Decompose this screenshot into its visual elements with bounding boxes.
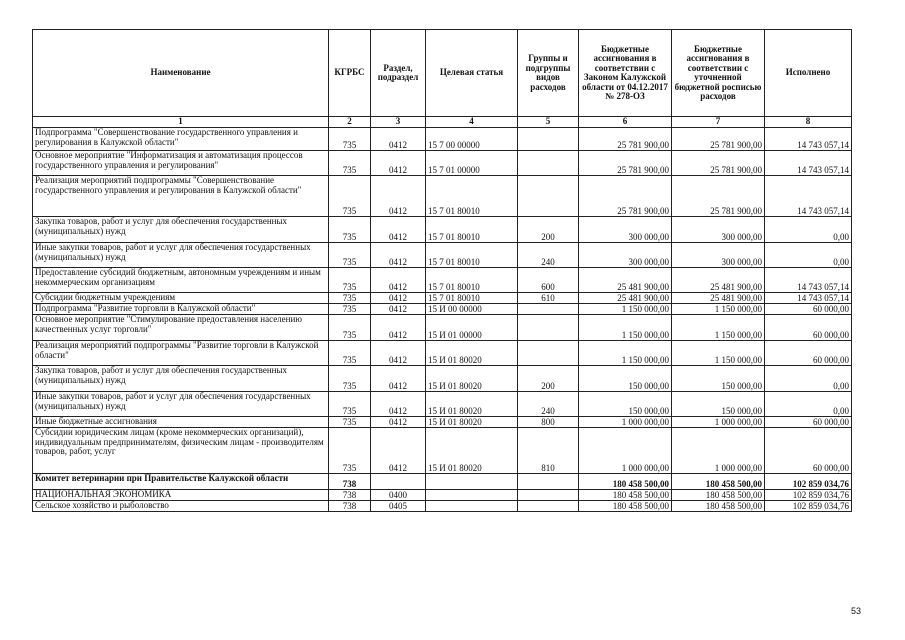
cell-done: 102 859 034,76 (765, 474, 852, 490)
cell-name: Подпрограмма "Развитие торговли в Калужской области" (33, 304, 329, 315)
cell-done: 60 000,00 (765, 304, 852, 315)
cell-name: Предоставление субсидий бюджетным, автономным учреждениям и иным некоммерческим организациям (33, 268, 329, 293)
cell-name: Основное мероприятие "Стимулирование предоставления населению качественных услуг торговли" (33, 315, 329, 341)
cell-done: 14 743 057,14 (765, 268, 852, 293)
cell-kgrbs: 735 (329, 315, 371, 341)
cell-name: Закупка товаров, работ и услуг для обеспечения государственных (муниципальных) нужд (33, 366, 329, 392)
cell-done: 14 743 057,14 (765, 128, 852, 151)
table-row (33, 501, 852, 512)
cell-law: 25 481 900,00 (579, 268, 672, 293)
table-row (33, 474, 852, 490)
cell-kgrbs: 735 (329, 428, 371, 474)
header-name: Наименование (33, 30, 329, 117)
cell-section (371, 474, 426, 490)
cell-section: 0412 (371, 176, 426, 217)
cell-law: 25 781 900,00 (579, 151, 672, 176)
cell-plan: 25 781 900,00 (672, 151, 765, 176)
cell-section: 0412 (371, 128, 426, 151)
cell-section: 0412 (371, 417, 426, 428)
cell-plan: 25 481 900,00 (672, 268, 765, 293)
cell-target: 15 7 01 80010 (426, 268, 518, 293)
header-done: Исполнено (765, 30, 852, 117)
cell-group (518, 176, 579, 217)
table-row (33, 490, 852, 501)
cell-law: 1 150 000,00 (579, 304, 672, 315)
header-law: Бюджетные ассигнования в соответствии с Законом Калужской области от 04.12.2017 № 278-ОЗ (579, 30, 672, 117)
cell-target: 15 7 01 80010 (426, 217, 518, 243)
table-row (33, 417, 852, 428)
column-number: 1 (33, 117, 329, 128)
cell-target: 15 7 01 80010 (426, 293, 518, 304)
cell-plan: 1 150 000,00 (672, 315, 765, 341)
cell-group (518, 501, 579, 512)
cell-done: 14 743 057,14 (765, 176, 852, 217)
cell-section: 0400 (371, 490, 426, 501)
cell-section: 0412 (371, 293, 426, 304)
cell-law: 25 481 900,00 (579, 293, 672, 304)
cell-law: 25 781 900,00 (579, 176, 672, 217)
cell-law: 25 781 900,00 (579, 128, 672, 151)
cell-law: 1 000 000,00 (579, 417, 672, 428)
cell-done: 102 859 034,76 (765, 501, 852, 512)
cell-law: 150 000,00 (579, 392, 672, 417)
column-number: 6 (579, 117, 672, 128)
cell-plan: 300 000,00 (672, 217, 765, 243)
cell-target (426, 501, 518, 512)
cell-kgrbs: 735 (329, 176, 371, 217)
table-row (33, 315, 852, 341)
cell-section: 0412 (371, 428, 426, 474)
cell-kgrbs: 735 (329, 366, 371, 392)
cell-name: Закупка товаров, работ и услуг для обеспечения государственных (муниципальных) нужд (33, 217, 329, 243)
cell-kgrbs: 738 (329, 474, 371, 490)
column-number: 8 (765, 117, 852, 128)
cell-done: 60 000,00 (765, 341, 852, 366)
cell-law: 180 458 500,00 (579, 474, 672, 490)
cell-name: Подпрограмма "Совершенствование государственного управления и регулирования в Калужской области" (33, 128, 329, 151)
cell-kgrbs: 738 (329, 501, 371, 512)
cell-done: 0,00 (765, 243, 852, 268)
table-row (33, 304, 852, 315)
cell-done: 0,00 (765, 366, 852, 392)
cell-law: 300 000,00 (579, 217, 672, 243)
cell-group (518, 304, 579, 315)
cell-section: 0405 (371, 501, 426, 512)
table-row (33, 392, 852, 417)
cell-group: 200 (518, 366, 579, 392)
cell-done: 0,00 (765, 392, 852, 417)
cell-group (518, 474, 579, 490)
page-number: 53 (850, 606, 861, 616)
cell-group: 240 (518, 243, 579, 268)
cell-target: 15 7 00 00000 (426, 128, 518, 151)
cell-name: Комитет ветеринарии при Правительстве Калужской области (33, 474, 329, 490)
cell-plan: 25 781 900,00 (672, 176, 765, 217)
table-row (33, 366, 852, 392)
cell-kgrbs: 735 (329, 151, 371, 176)
cell-section: 0412 (371, 217, 426, 243)
cell-group: 240 (518, 392, 579, 417)
column-number: 4 (426, 117, 518, 128)
cell-kgrbs: 735 (329, 217, 371, 243)
cell-group: 810 (518, 428, 579, 474)
cell-name: Иные закупки товаров, работ и услуг для обеспечения государственных (муниципальных) нужд (33, 392, 329, 417)
column-number: 2 (329, 117, 371, 128)
cell-name: Сельское хозяйство и рыболовство (33, 501, 329, 512)
cell-law: 180 458 500,00 (579, 501, 672, 512)
column-number: 5 (518, 117, 579, 128)
header-group: Группы и подгруппы видов расходов (518, 30, 579, 117)
cell-target: 15 И 01 80020 (426, 417, 518, 428)
table-row (33, 293, 852, 304)
cell-target: 15 И 01 80020 (426, 428, 518, 474)
cell-done: 14 743 057,14 (765, 151, 852, 176)
cell-section: 0412 (371, 341, 426, 366)
table-row (33, 151, 852, 176)
cell-section: 0412 (371, 268, 426, 293)
column-number: 7 (672, 117, 765, 128)
cell-group (518, 151, 579, 176)
cell-name: Основное мероприятие "Информатизация и автоматизация процессов государственного управления и регулирования" (33, 151, 329, 176)
cell-section: 0412 (371, 243, 426, 268)
cell-name: Субсидии юридическим лицам (кроме некоммерческих организаций), индивидуальным предпринимателям, физическим лицам - производителям товаров, работ, услуг (33, 428, 329, 474)
cell-group: 610 (518, 293, 579, 304)
cell-group (518, 128, 579, 151)
cell-plan: 180 458 500,00 (672, 490, 765, 501)
cell-target: 15 7 01 80010 (426, 176, 518, 217)
cell-target (426, 490, 518, 501)
cell-name: Субсидии бюджетным учреждениям (33, 293, 329, 304)
column-number-row (33, 117, 852, 128)
cell-plan: 180 458 500,00 (672, 474, 765, 490)
cell-section: 0412 (371, 151, 426, 176)
cell-plan: 1 000 000,00 (672, 417, 765, 428)
cell-name: Иные бюджетные ассигнования (33, 417, 329, 428)
cell-kgrbs: 735 (329, 128, 371, 151)
cell-target: 15 И 01 00000 (426, 315, 518, 341)
header-target: Целевая статья (426, 30, 518, 117)
cell-plan: 25 481 900,00 (672, 293, 765, 304)
cell-kgrbs: 735 (329, 268, 371, 293)
cell-done: 60 000,00 (765, 417, 852, 428)
table-row (33, 268, 852, 293)
cell-plan: 300 000,00 (672, 243, 765, 268)
cell-law: 150 000,00 (579, 366, 672, 392)
cell-plan: 150 000,00 (672, 366, 765, 392)
cell-law: 180 458 500,00 (579, 490, 672, 501)
cell-section: 0412 (371, 366, 426, 392)
cell-group (518, 341, 579, 366)
table-row (33, 217, 852, 243)
cell-name: Иные закупки товаров, работ и услуг для обеспечения государственных (муниципальных) нужд (33, 243, 329, 268)
header-plan: Бюджетные ассигнования в соответствии с уточненной бюджетной росписью расходов (672, 30, 765, 117)
cell-kgrbs: 735 (329, 293, 371, 304)
budget-table (32, 29, 852, 512)
cell-kgrbs: 735 (329, 341, 371, 366)
cell-target: 15 И 00 00000 (426, 304, 518, 315)
cell-group: 600 (518, 268, 579, 293)
cell-kgrbs: 735 (329, 243, 371, 268)
cell-kgrbs: 735 (329, 417, 371, 428)
cell-done: 14 743 057,14 (765, 293, 852, 304)
cell-kgrbs: 735 (329, 392, 371, 417)
header-row (33, 30, 852, 117)
header-section: Раздел, подраздел (371, 30, 426, 117)
cell-done: 60 000,00 (765, 315, 852, 341)
table-body (33, 128, 852, 512)
cell-plan: 1 150 000,00 (672, 341, 765, 366)
column-number: 3 (371, 117, 426, 128)
cell-law: 300 000,00 (579, 243, 672, 268)
cell-plan: 1 150 000,00 (672, 304, 765, 315)
cell-target: 15 И 01 80020 (426, 341, 518, 366)
cell-name: НАЦИОНАЛЬНАЯ ЭКОНОМИКА (33, 490, 329, 501)
cell-target (426, 474, 518, 490)
cell-section: 0412 (371, 392, 426, 417)
cell-done: 102 859 034,76 (765, 490, 852, 501)
cell-law: 1 150 000,00 (579, 315, 672, 341)
cell-name: Реализация мероприятий подпрограммы "Развитие торговли в Калужской области" (33, 341, 329, 366)
cell-group: 800 (518, 417, 579, 428)
header-kgrbs: КГРБС (329, 30, 371, 117)
cell-plan: 150 000,00 (672, 392, 765, 417)
table-row (33, 128, 852, 151)
cell-group (518, 315, 579, 341)
cell-group: 200 (518, 217, 579, 243)
cell-law: 1 000 000,00 (579, 428, 672, 474)
cell-target: 15 7 01 80010 (426, 243, 518, 268)
table-row (33, 341, 852, 366)
cell-plan: 1 000 000,00 (672, 428, 765, 474)
cell-done: 60 000,00 (765, 428, 852, 474)
table-row (33, 176, 852, 217)
cell-target: 15 И 01 80020 (426, 392, 518, 417)
cell-target: 15 7 01 00000 (426, 151, 518, 176)
cell-done: 0,00 (765, 217, 852, 243)
cell-group (518, 490, 579, 501)
cell-kgrbs: 735 (329, 304, 371, 315)
cell-section: 0412 (371, 304, 426, 315)
cell-plan: 180 458 500,00 (672, 501, 765, 512)
cell-law: 1 150 000,00 (579, 341, 672, 366)
table-row (33, 243, 852, 268)
cell-plan: 25 781 900,00 (672, 128, 765, 151)
table-row (33, 428, 852, 474)
cell-kgrbs: 738 (329, 490, 371, 501)
cell-section: 0412 (371, 315, 426, 341)
cell-name: Реализация мероприятий подпрограммы "Совершенствование государственного управления и регулирования в Калужской области" (33, 176, 329, 217)
cell-target: 15 И 01 80020 (426, 366, 518, 392)
